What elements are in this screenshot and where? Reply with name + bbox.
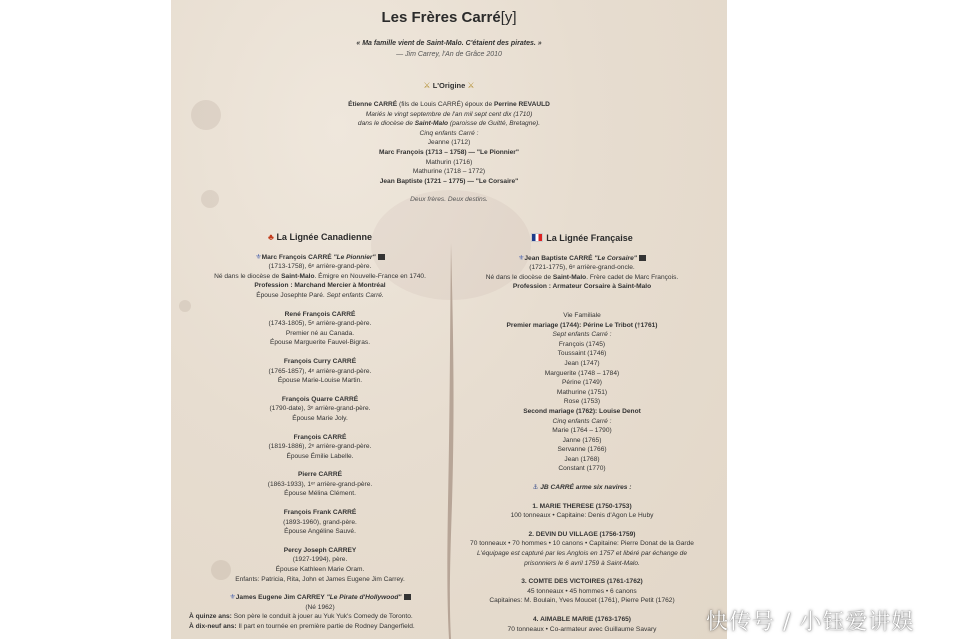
french-heading: La Lignée Française xyxy=(451,233,713,244)
ship-entry: 1. MARIE THERESE (1750-1753) 100 tonneaux • Capitaine: Denis d'Agon Le Huby xyxy=(510,502,654,520)
flag-icon xyxy=(404,594,411,600)
flag-icon xyxy=(639,255,646,261)
title-reference[interactable]: [y] xyxy=(500,9,517,26)
lineage-entry: ⚜Jean Baptiste CARRÉ "Le Corsaire" (1721-1775), 6ᵉ arrière-grand-oncle. Né dans le diocèse de Saint-Malo. Frère cadet de Marc François. Profession : Armateur Corsaire à Saint-Malo xyxy=(485,254,679,291)
crossed-swords-icon: ⚔ xyxy=(423,81,431,90)
page-title: Les Frères Carré[y] xyxy=(381,9,517,26)
french-flag-icon xyxy=(531,233,543,242)
origin-block: Étienne CARRÉ (fils de Louis CARRÉ) époux de Perrine REVAULD Mariés le vingt septembre de l'an mil sept cent dix (1710) dans le diocèse de Saint-Malo (paroisse de Guitté, Bretagne). Cinq enfants Carré : Jeanne (1712) Marc François (1713 – 1758) — "Le Pionnier" Mathurin (1716) Mathurine (1718 – 1772) Jean Baptiste (1721 – 1775) — "Le Corsaire" xyxy=(348,101,550,185)
lineage-entry: René François CARRÉ (1743-1805), 5ᵉ arrière-grand-père. Premier né au Canada. Épouse Marguerite Fauvel-Bigras. xyxy=(268,310,372,347)
tagline: Deux frères. Deux destins. xyxy=(410,196,488,203)
origin-heading: ⚔ L'Origine ⚔ xyxy=(423,81,475,90)
fleur-de-lis-icon: ⚜ xyxy=(229,594,236,602)
fleur-de-lis-icon: ⚜ xyxy=(255,253,262,261)
lineage-entry: François Frank CARRÉ (1893-1960), grand-père. Épouse Angéline Sauvé. xyxy=(283,509,357,536)
ship-entry: 4. AIMABLE MARIE (1763-1765) 70 tonneaux • Co-armateur avec Guillaume Savary xyxy=(507,616,657,633)
ships-label: ⚓ JB CARRÉ arme six navires : xyxy=(532,484,632,492)
crossed-swords-icon: ⚔ xyxy=(467,81,475,90)
lineage-entry: ⚜James Eugene Jim CARREY "Le Pirate d'Hollywood" (Né 1962) À quinze ans: Son père le conduit à jouer au Yuk Yuk's Comedy de Toronto. À dix-neuf ans: Il part en tournée en première partie de Rodney Dangerfield. xyxy=(189,594,415,630)
ship-entry: 2. DEVIN DU VILLAGE (1756-1759) 70 tonneaux • 70 hommes • 10 canons • Capitaine: Pierre Donat de la Garde L'équipage est capturé par les Anglois en 1757 et libéré par échange de prisonniers le 6 avril 1759 à Saint-Malo. xyxy=(470,530,694,567)
canadian-heading: ♣ La Lignée Canadienne xyxy=(268,232,372,242)
left-margin xyxy=(0,0,171,639)
quote-source: — Jim Carrey, l'An de Grâce 2010 xyxy=(396,51,502,58)
quote: « Ma famille vient de Saint-Malo. C'étaient des pirates. » xyxy=(356,40,542,47)
french-lineage xyxy=(451,233,713,643)
canadian-lineage xyxy=(189,233,451,641)
lineage-entry: François Curry CARRÉ (1765-1857), 4ᵉ arrière-grand-père. Épouse Marie-Louise Martin. xyxy=(268,357,372,385)
lineage-entry: François CARRÉ (1819-1886), 2ᵉ arrière-grand-père. Épouse Émilie Labelle. xyxy=(268,433,372,460)
anchor-icon: ⚓ xyxy=(532,484,539,492)
right-margin xyxy=(727,0,971,639)
watermark: 快传号 / 小钰爱讲娱 xyxy=(706,610,915,635)
family-section: Vie Familiale Premier mariage (1744): Périne Le Tribot (†1761) Sept enfants Carré : François (1745) Toussaint (1746) Jean (1747) Marguerite (1748 – 1784) Périne (1749) Mathurine (1751) Rose (1753) Second mariage (1762): Louise Denot Cinq enfants Carré : Marie (1764 – 1790) Janne (1765) Servanne (1766) Jean (1768) Constant (1770) xyxy=(506,311,658,473)
lineage-entry: Percy Joseph CARREY (1927-1994), père. Épouse Kathleen Marie Oram. Enfants: Patricia, Rita, John et James Eugene Jim Carrey. xyxy=(235,546,405,583)
lineage-entry: ⚜Marc François CARRÉ "Le Pionnier" (1713-1758), 6ᵉ arrière-grand-père. Né dans le diocèse de Saint-Malo. Émigre en Nouvelle-France en 1740. Profession : Marchand Mercier à Montréal Épouse Josephte Paré. Sept enfants Carré. xyxy=(214,253,426,299)
fleur-de-lis-icon: ⚜ xyxy=(518,254,525,262)
lineage-entry: François Quarre CARRÉ (1790-date), 3ᵉ arrière-grand-père. Épouse Marie Joly. xyxy=(269,395,371,422)
maple-leaf-icon: ♣ xyxy=(268,232,274,242)
lineage-entry: Pierre CARRÉ (1863-1933), 1ᵉʳ arrière-grand-père. Épouse Mélina Clément. xyxy=(267,471,373,498)
ship-entry: 3. COMTE DES VICTOIRES (1761-1762) 45 tonneaux • 45 hommes • 6 canons Capitaines: M. Boulain, Yves Moucet (1761), Pierre Petit (1762) xyxy=(489,578,675,605)
flag-icon xyxy=(378,254,385,260)
